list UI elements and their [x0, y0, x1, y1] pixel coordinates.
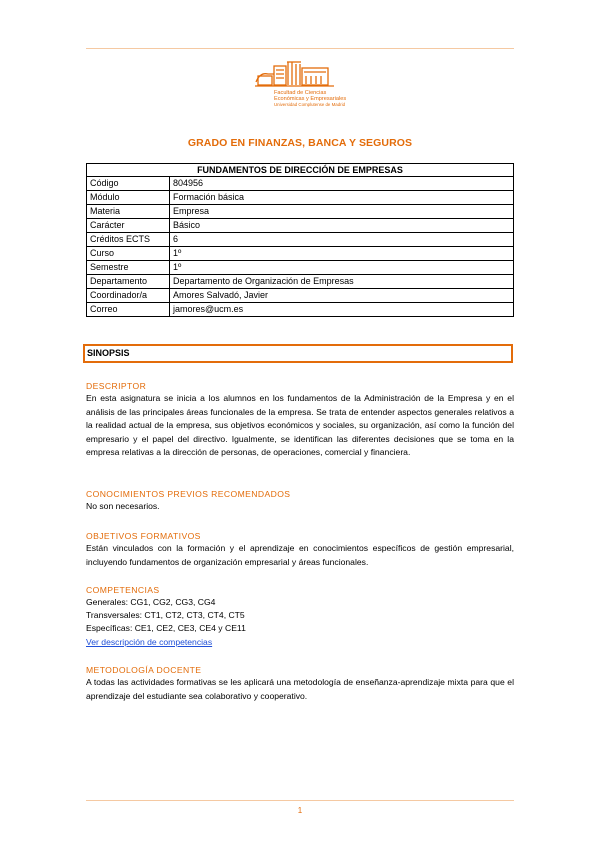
- conocimientos-heading: CONOCIMIENTOS PREVIOS RECOMENDADOS: [86, 489, 291, 499]
- metodologia-section: [86, 664, 514, 703]
- row-value: Empresa: [170, 205, 514, 219]
- table-row: [87, 275, 514, 289]
- table-row: [87, 247, 514, 261]
- competencias-section: [86, 584, 514, 649]
- conocimientos-section: [86, 488, 514, 514]
- logo-text-line-3: Universidad Complutense de Madrid: [274, 102, 346, 107]
- row-label: Créditos ECTS: [87, 233, 170, 247]
- row-value: jamores@ucm.es: [170, 303, 514, 317]
- course-heading: FUNDAMENTOS DE DIRECCIÓN DE EMPRESAS: [87, 164, 514, 177]
- row-value: Amores Salvadó, Javier: [170, 289, 514, 303]
- table-row: [87, 289, 514, 303]
- row-label: Semestre: [87, 261, 170, 275]
- logo-text-line-1: Facultad de Ciencias: [274, 90, 327, 96]
- objetivos-text: Están vinculados con la formación y el aprendizaje en conocimientos específicos de gestión empresarial, incluyendo fundamentos de organización empresarial y áreas funcionales.: [86, 543, 514, 567]
- row-value: 1º: [170, 261, 514, 275]
- row-label: Código: [87, 177, 170, 191]
- row-value: 1º: [170, 247, 514, 261]
- course-info-table: [86, 163, 514, 317]
- table-row: [87, 261, 514, 275]
- faculty-logo: [254, 58, 347, 112]
- logo-text-line-2: Económicas y Empresariales: [274, 96, 347, 102]
- table-row: [87, 177, 514, 191]
- row-label: Curso: [87, 247, 170, 261]
- row-value: Formación básica: [170, 191, 514, 205]
- row-label: Materia: [87, 205, 170, 219]
- row-label: Coordinador/a: [87, 289, 170, 303]
- row-label: Correo: [87, 303, 170, 317]
- page-number: 1: [297, 806, 303, 815]
- competencias-transversales: Transversales: CT1, CT2, CT3, CT4, CT5: [86, 610, 245, 621]
- row-label: Carácter: [87, 219, 170, 233]
- table-row: [87, 219, 514, 233]
- metodologia-text: A todas las actividades formativas se les aplicará una metodología de enseñanza-aprendizaje mixta para que el aprendizaje del estudiante sea colaborativo y cooperativo.: [86, 677, 514, 701]
- competencias-especificas: Específicas: CE1, CE2, CE3, CE4 y CE11: [86, 623, 246, 634]
- descriptor-heading: DESCRIPTOR: [86, 381, 147, 391]
- conocimientos-text: No son necesarios.: [86, 501, 160, 511]
- table-row: [87, 205, 514, 219]
- metodologia-heading: METODOLOGÍA DOCENTE: [86, 665, 202, 675]
- row-value: Departamento de Organización de Empresas: [170, 275, 514, 289]
- descriptor-section: [86, 380, 514, 460]
- footer-rule: [86, 800, 514, 801]
- header-rule: [86, 48, 514, 49]
- table-row: [87, 191, 514, 205]
- competencias-generales: Generales: CG1, CG2, CG3, CG4: [86, 597, 216, 607]
- row-label: Departamento: [87, 275, 170, 289]
- competencias-link[interactable]: Ver descripción de competencias: [86, 636, 213, 647]
- row-label: Módulo: [87, 191, 170, 205]
- competencias-heading: COMPETENCIAS: [86, 585, 160, 595]
- row-value: Básico: [170, 219, 514, 233]
- table-header-row: [87, 164, 514, 177]
- row-value: 804956: [170, 177, 514, 191]
- descriptor-text: En esta asignatura se inicia a los alumnos en los fundamentos de la Administración de la Empresa y en el análisis de las principales áreas funcionales de la empresa. Se trata de entender aspectos generales relativos a la realidad actual de la empresa, sus objetivos económicos y sociales, su organización, así como la función del empresario y el papel del directivo. Igualmente, se identifican las diferentes decisiones que se toma en la empresa relativas a la dirección de personas, de operaciones, comercial y financiera.: [86, 393, 514, 458]
- table-row: [87, 233, 514, 247]
- row-value: 6: [170, 233, 514, 247]
- objetivos-section: [86, 530, 514, 569]
- degree-title: GRADO EN FINANZAS, BANCA Y SEGUROS: [187, 137, 413, 149]
- table-row: [87, 303, 514, 317]
- objetivos-heading: OBJETIVOS FORMATIVOS: [86, 531, 201, 541]
- sinopsis-heading: SINOPSIS: [83, 344, 513, 363]
